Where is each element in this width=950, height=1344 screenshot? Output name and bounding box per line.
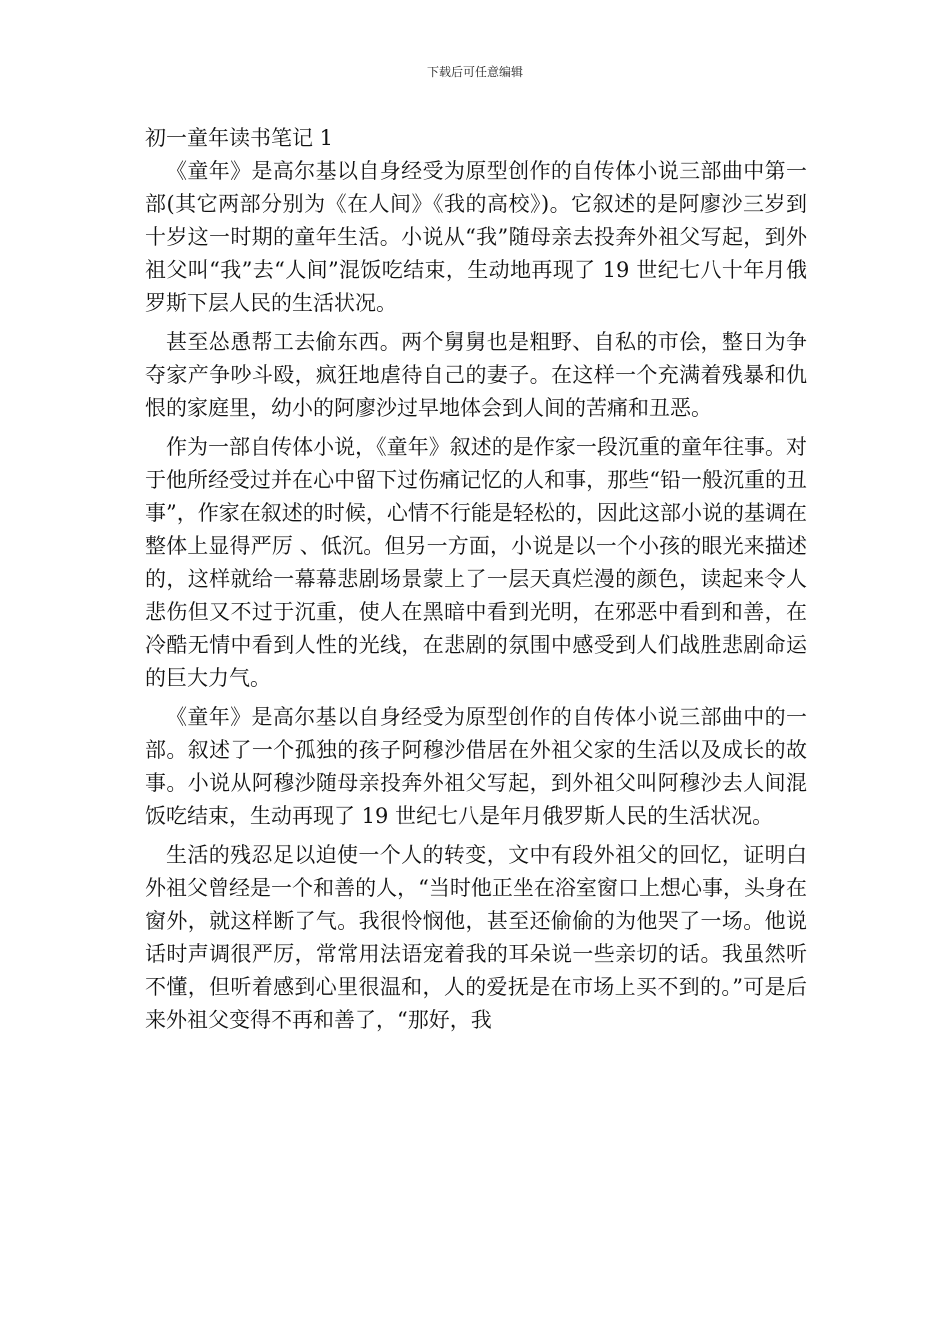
document-title: 初一童年读书笔记 1: [145, 126, 334, 150]
document-body: [145, 122, 807, 1043]
paragraph-4: 《童年》是高尔基以自身经受为原型创作的自传体小说三部曲中的一部。叙述了一个孤独的孩子阿穆沙借居在外祖父家的生活以及成长的故事。小说从阿穆沙随母亲投奔外祖父写起，到外祖父叫阿穆沙去人间混饭吃结束，生动再现了 19 世纪七八是年月俄罗斯人民的生活状况。: [145, 705, 807, 828]
paragraph-1: 《童年》是高尔基以自身经受为原型创作的自传体小说三部曲中第一部(其它两部分别为《在人间》《我的高校》)。它叙述的是阿廖沙三岁到十岁这一时期的童年生活。小说从“我”随母亲去投奔外祖父写起，到外祖父叫“我”去“人间”混饭吃结束，生动地再现了 19 世纪七八十年月俄罗斯下层人民的生活状况。: [145, 159, 807, 315]
page-header-note: 下载后可任意编辑: [426, 65, 523, 79]
paragraph-2: 甚至怂恿帮工去偷东西。两个舅舅也是粗野、自私的市侩，整日为争夺家产争吵斗殴，疯狂地虐待自己的妻子。在这样一个充满着残暴和仇恨的家庭里，幼小的阿廖沙过早地体会到人间的苦痛和丑恶。: [145, 330, 807, 420]
paragraph-3: 作为一部自传体小说，《童年》叙述的是作家一段沉重的童年往事。对于他所经受过并在心中留下过伤痛记忆的人和事，那些“铅一般沉重的丑事”，作家在叙述的时候，心情不行能是轻松的，因此这部小说的基调在整体上显得严厉 、低沉。但另一方面，小说是以一个小孩的眼光来描述的，这样就给一幕幕悲剧场景蒙上了一层天真烂漫的颜色，读起来令人悲伤但又不过于沉重，使人在黑暗中看到光明，在邪恶中看到和善，在冷酷无情中看到人性的光线，在悲剧的氛围中感受到人们战胜悲剧命运的巨大力气。: [145, 435, 807, 690]
paragraph-5: 生活的残忍足以迫使一个人的转变，文中有段外祖父的回忆，证明白外祖父曾经是一个和善的人，“当时他正坐在浴室窗口上想心事，头身在窗外，就这样断了气。我很怜悯他，甚至还偷偷的为他哭了一场。他说话时声调很严厉，常常用法语宠着我的耳朵说一些亲切的话。我虽然听不懂，但听着感到心里很温和，人的爱抚是在市场上买不到的。”可是后来外祖父变得不再和善了，“那好，我: [145, 843, 807, 1032]
